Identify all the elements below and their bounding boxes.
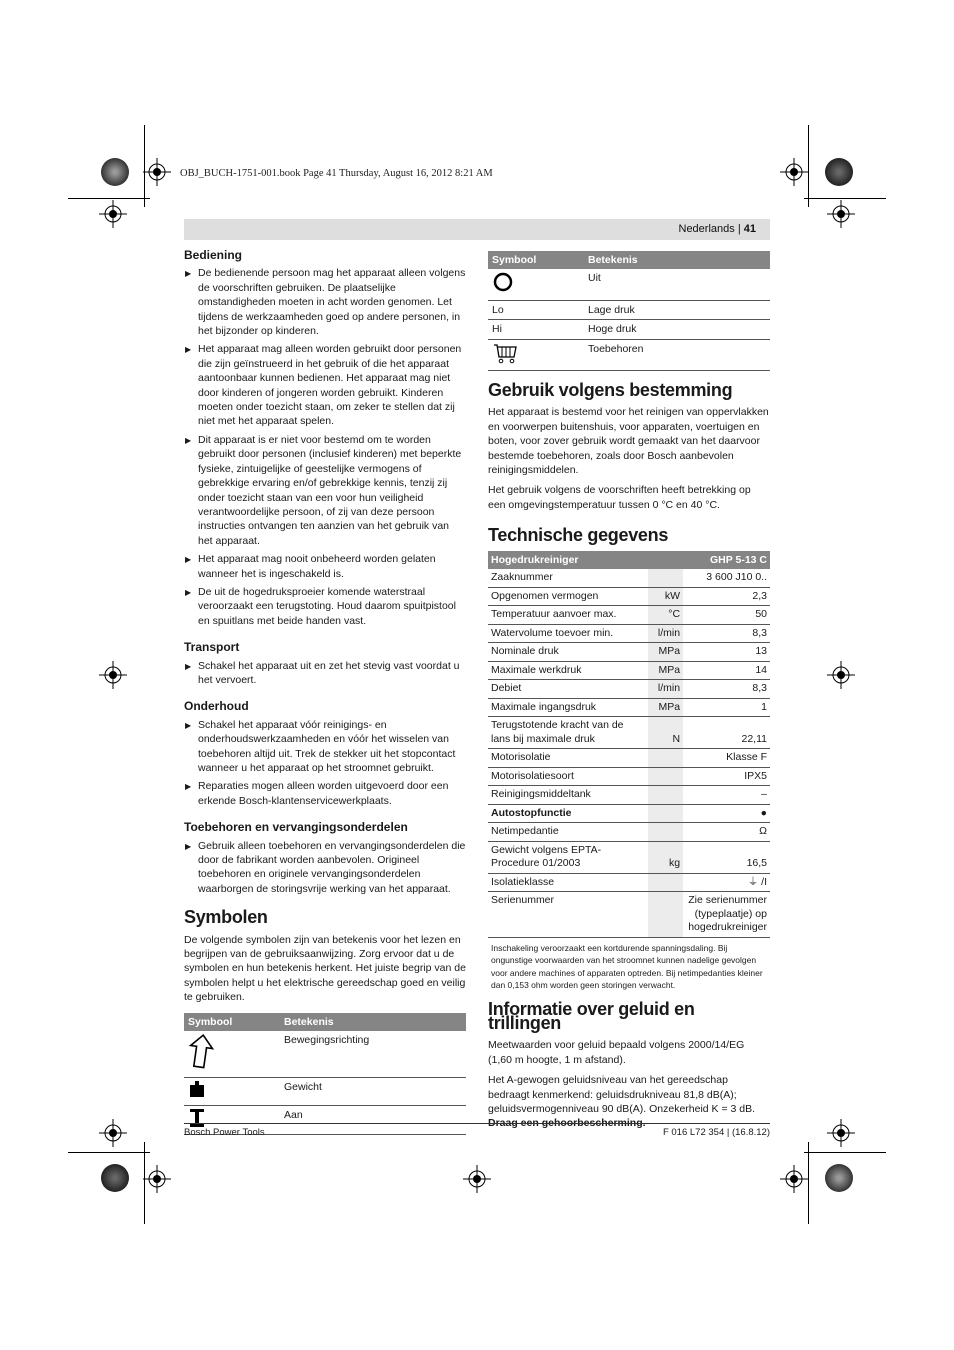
paragraph-bold: Draag een gehoorbescherming. <box>488 1117 646 1130</box>
table-cell-unit <box>648 569 683 587</box>
table-cell: Toebehoren <box>584 339 770 370</box>
list-item-text: De uit de hogedruksproeier komende waterstraal veroorzaakt een terugstoting. Houd daarom spuitpistool en spuitlans met beide handen vast. <box>198 585 456 627</box>
list-item <box>184 718 466 776</box>
crosshair-icon <box>780 1165 808 1193</box>
page-header-bar <box>184 219 770 240</box>
column-header: Betekenis <box>280 1013 466 1031</box>
column-header: Symbool <box>488 251 584 269</box>
list-item-text: Dit apparaat is er niet voor bestemd om te worden gebruikt door personen (inclusief kinderen) met beperkte fysieke, zintuigelijke of geestelijke vermogens of gebrekkige ervaring en/of gebrekkige kennis, tenzij zij onder toezicht staan van een voor hun veiligheid verantwoordelijke persoon, of zij van deze persoon instructies ontvangen ten aanzien van het gebruik van het apparaat. <box>198 433 462 547</box>
header-separator: | <box>737 223 741 235</box>
footer-right: F 016 L72 354 | (16.8.12) <box>662 1127 770 1138</box>
page-header-text <box>679 223 757 235</box>
table-cell-value: 2,3 <box>683 587 770 606</box>
registration-disc-icon <box>101 1164 129 1192</box>
table-cell: Bewegingsrichting <box>280 1031 466 1078</box>
crosshair-icon <box>827 200 855 228</box>
bullet-triangle-icon: ▶ <box>185 841 192 851</box>
table-cell-value: Ω <box>683 823 770 842</box>
table-row <box>488 873 770 892</box>
table-row <box>488 339 770 370</box>
symbols-table-continued <box>488 251 770 371</box>
section-title: Gebruik volgens bestemming <box>488 380 733 401</box>
table-cell-name: Nominale druk <box>488 643 648 662</box>
circle-off-icon <box>492 271 514 293</box>
list-item <box>184 266 466 338</box>
table-cell-name: Serienummer <box>488 892 648 938</box>
table-cell-name: Debiet <box>488 680 648 699</box>
list-item-text: Gebruik alleen toebehoren en vervangingsonderdelen die door de fabrikant worden aanbevolen. Origineel toebehoren en originele vervangingsonderdelen waarborgen de storingsvrije werking van het apparaat. <box>198 839 466 895</box>
table-row <box>184 1031 466 1078</box>
table-cell-value: – <box>683 786 770 805</box>
table-cell-unit: kg <box>648 841 683 873</box>
table-row <box>488 300 770 319</box>
table-cell-value: 13 <box>683 643 770 662</box>
section-heading: Onderhoud <box>184 699 249 714</box>
table-cell-unit: MPa <box>648 661 683 680</box>
crop-line <box>68 198 150 199</box>
list-item-text: Het apparaat mag alleen worden gebruikt door personen die zijn geïnstrueerd in het gebruik of die het apparaat aantoonbaar kunnen bedienen. Het apparaat mag niet door kinderen of jongeren worden gebruikt. Kinderen moeten onder toezicht staan, om zeker te stellen dat zij niet met het apparaat spelen. <box>198 343 462 428</box>
table-cell: Hoge druk <box>584 320 770 339</box>
table-cell-unit <box>648 892 683 938</box>
list-item-text: Reparaties mogen alleen worden uitgevoerd door een erkende Bosch-klantenservicewerkplaats. <box>198 780 449 807</box>
list-item-text: Schakel het apparaat vóór reinigings- en onderhoudswerkzaamheden en vóór het wisselen van toebehoren altijd uit. Trek de stekker uit het stopcontact wanneer u het apparaat op het stroomnet gebruikt. <box>198 718 456 774</box>
table-header-row <box>488 551 770 569</box>
list-item-text: Schakel het apparaat uit en zet het stevig vast voordat u het vervoert. <box>198 659 460 686</box>
arrow-up-icon <box>188 1033 214 1069</box>
table-cell-name: Watervolume toevoer min. <box>488 624 648 643</box>
table-cell <box>184 1031 280 1078</box>
table-cell-unit <box>648 749 683 768</box>
section-title: Informatie over geluid en trillingen <box>488 998 695 1033</box>
table-cell <box>184 1078 280 1105</box>
list-item <box>184 433 466 548</box>
table-cell-value: 3 600 J10 0.. <box>683 569 770 587</box>
bullet-triangle-icon: ▶ <box>185 555 192 565</box>
table-cell-unit: kW <box>648 587 683 606</box>
table-cell-value: ⏚ /I <box>683 873 770 892</box>
table-cell-value: IPX5 <box>683 767 770 786</box>
table-cell-value: Klasse F <box>683 749 770 768</box>
right-column <box>488 251 770 1137</box>
table-cell-unit: MPa <box>648 698 683 717</box>
table-row <box>488 624 770 643</box>
paragraph: Het gebruik volgens de voorschriften heeft betrekking op een omgevingstemperatuur tussen 0 °C en 40 °C. <box>488 484 751 511</box>
table-cell-value: 50 <box>683 606 770 625</box>
crosshair-icon <box>827 1119 855 1147</box>
crosshair-icon <box>463 1165 491 1193</box>
table-cell-unit <box>648 767 683 786</box>
paragraph: Het apparaat is bestemd voor het reinigen van oppervlakken en voorwerpen buitenshuis, voor apparaten, voertuigen en boten, voor zover gebruik wordt gemaakt van het daarvoor bestemde toebehoren, zoals door Bosch aanbevolen reinigingsmiddelen. <box>488 406 769 477</box>
table-row <box>488 643 770 662</box>
table-cell-name: Reinigingsmiddeltank <box>488 786 648 805</box>
table-row <box>488 320 770 339</box>
section-heading: Transport <box>184 640 240 655</box>
table-cell-unit <box>648 804 683 823</box>
table-cell-name: Temperatuur aanvoer max. <box>488 606 648 625</box>
page-number: 41 <box>743 223 756 235</box>
weight-icon <box>188 1080 206 1098</box>
bullet-triangle-icon: ▶ <box>185 782 192 792</box>
table-cell: Lo <box>488 300 584 319</box>
table-cell-unit: °C <box>648 606 683 625</box>
crosshair-icon <box>99 200 127 228</box>
table-cell: Gewicht <box>280 1078 466 1105</box>
table-cell-unit <box>648 786 683 805</box>
list-item <box>184 839 466 897</box>
crop-line <box>808 1142 809 1224</box>
crosshair-icon <box>143 158 171 186</box>
footer-left: Bosch Power Tools <box>184 1127 265 1138</box>
table-row <box>488 717 770 749</box>
bullet-triangle-icon: ▶ <box>185 435 192 445</box>
table-row <box>488 892 770 938</box>
table-cell-value: 1 <box>683 698 770 717</box>
bullet-triangle-icon: ▶ <box>185 661 192 671</box>
table-cell <box>488 339 584 370</box>
table-row <box>488 269 770 300</box>
table-cell-name: Zaaknummer <box>488 569 648 587</box>
table-cell-name: Motorisolatiesoort <box>488 767 648 786</box>
table-cell-name: Terugstotende kracht van de lans bij maximale druk <box>488 717 648 749</box>
registration-disc-icon <box>101 158 129 186</box>
crosshair-icon <box>780 158 808 186</box>
table-cell-name: Isolatieklasse <box>488 873 648 892</box>
column-header: Symbool <box>184 1013 280 1031</box>
table-row <box>488 661 770 680</box>
table-cell-unit: l/min <box>648 680 683 699</box>
table-cell-unit <box>648 873 683 892</box>
table-cell: Aan <box>280 1105 466 1134</box>
table-cell-value: 16,5 <box>683 841 770 873</box>
crosshair-icon <box>99 1119 127 1147</box>
table-cell-name: Motorisolatie <box>488 749 648 768</box>
table-cell-value: 8,3 <box>683 624 770 643</box>
table-row <box>488 587 770 606</box>
bullet-triangle-icon: ▶ <box>185 345 192 355</box>
crop-line <box>808 125 809 207</box>
table-header-row <box>184 1013 466 1031</box>
bullet-triangle-icon: ▶ <box>185 269 192 279</box>
table-cell-unit: MPa <box>648 643 683 662</box>
registration-disc-icon <box>825 1164 853 1192</box>
table-cell-value: 14 <box>683 661 770 680</box>
list-item <box>184 659 466 688</box>
table-row <box>488 841 770 873</box>
paragraph: Meetwaarden voor geluid bepaald volgens 2000/14/EG (1,60 m hoogte, 1 m afstand). <box>488 1039 745 1066</box>
file-header: OBJ_BUCH-1751-001.book Page 41 Thursday, August 16, 2012 8:21 AM <box>180 168 493 179</box>
section-title: Symbolen <box>184 907 268 928</box>
table-cell-name: Gewicht volgens EPTA-Procedure 01/2003 <box>488 841 648 873</box>
column-header: Betekenis <box>584 251 770 269</box>
table-cell-name: Maximale werkdruk <box>488 661 648 680</box>
column-header: GHP 5-13 C <box>683 551 770 569</box>
column-header: Hogedrukreiniger <box>488 551 683 569</box>
symbols-table <box>184 1013 466 1135</box>
table-cell-unit: l/min <box>648 624 683 643</box>
table-cell: Lage druk <box>584 300 770 319</box>
registration-disc-icon <box>825 158 853 186</box>
table-row <box>488 680 770 699</box>
table-cell-value: Zie serienummer (typeplaatje) op hogedrukreiniger <box>683 892 770 938</box>
table-cell-name: Opgenomen vermogen <box>488 587 648 606</box>
table-cell-unit <box>648 823 683 842</box>
table-row <box>488 749 770 768</box>
table-cell-value: 8,3 <box>683 680 770 699</box>
section-title: Technische gegevens <box>488 525 669 546</box>
bullet-triangle-icon: ▶ <box>185 720 192 730</box>
section-heading: Toebehoren en vervangingsonderdelen <box>184 820 408 835</box>
table-row <box>488 698 770 717</box>
table-row <box>488 606 770 625</box>
table-row <box>488 823 770 842</box>
crop-line <box>804 1152 886 1153</box>
list-item <box>184 585 466 628</box>
table-row <box>488 569 770 587</box>
bullet-triangle-icon: ▶ <box>185 587 192 597</box>
crop-line <box>68 1152 150 1153</box>
footnote: Inschakeling veroorzaakt een kortdurende spanningsdaling. Bij ongunstige voorwaarden van het stroomnet kunnen nadelige gevolgen voor andere machines of apparaten optreden. Bij netimpedanties kleiner dan 0,153 ohm worden geen storingen verwacht. <box>491 942 763 991</box>
list-item <box>184 779 466 808</box>
table-cell-name: Maximale ingangsdruk <box>488 698 648 717</box>
table-cell: Uit <box>584 269 770 300</box>
paragraph: Het A-gewogen geluidsniveau van het gereedschap bedraagt kenmerkend: geluidsdrukniveau 81,8 dB(A); geluidsvermogenniveau 90 dB(A). Onzekerheid K = 3 dB. <box>488 1074 756 1116</box>
technical-data-table <box>488 551 770 938</box>
table-row <box>488 786 770 805</box>
crosshair-icon <box>143 1165 171 1193</box>
crop-line <box>804 198 886 199</box>
list-item-text: Het apparaat mag nooit onbeheerd worden gelaten wanneer het is ingeschakeld is. <box>198 553 436 580</box>
paragraph: De volgende symbolen zijn van betekenis voor het lezen en begrijpen van de gebruiksaanwijzing. Zorg ervoor dat u de symbolen en hun betekenis herkent. Het juiste begrip van de symbolen helpt u het elektrische gereedschap goed en veilig te gebruiken. <box>184 933 466 1004</box>
crosshair-icon <box>827 661 855 689</box>
crosshair-icon <box>99 661 127 689</box>
table-row <box>488 804 770 823</box>
left-column <box>184 248 466 1135</box>
header-language: Nederlands <box>678 223 735 235</box>
table-cell-unit: N <box>648 717 683 749</box>
list-item-text: De bedienende persoon mag het apparaat alleen volgens de voorschriften gebruiken. De plaatselijke omstandigheden moeten in acht worden genomen. Let tijdens de werkzaamheden goed op andere personen, in het bijzonder op kinderen. <box>198 267 466 338</box>
table-cell-name: Netimpedantie <box>488 823 648 842</box>
accessory-cart-icon <box>492 342 518 364</box>
page-footer <box>184 1123 770 1138</box>
table-cell-name: Autostopfunctie <box>488 804 648 823</box>
table-row <box>488 767 770 786</box>
list-item <box>184 552 466 581</box>
table-row <box>184 1078 466 1105</box>
table-cell-value: ● <box>683 804 770 823</box>
table-cell: Hi <box>488 320 584 339</box>
list-item <box>184 342 466 428</box>
table-header-row <box>488 251 770 269</box>
section-heading: Bediening <box>184 248 243 262</box>
table-cell <box>488 269 584 300</box>
table-cell-value: 22,11 <box>683 717 770 749</box>
